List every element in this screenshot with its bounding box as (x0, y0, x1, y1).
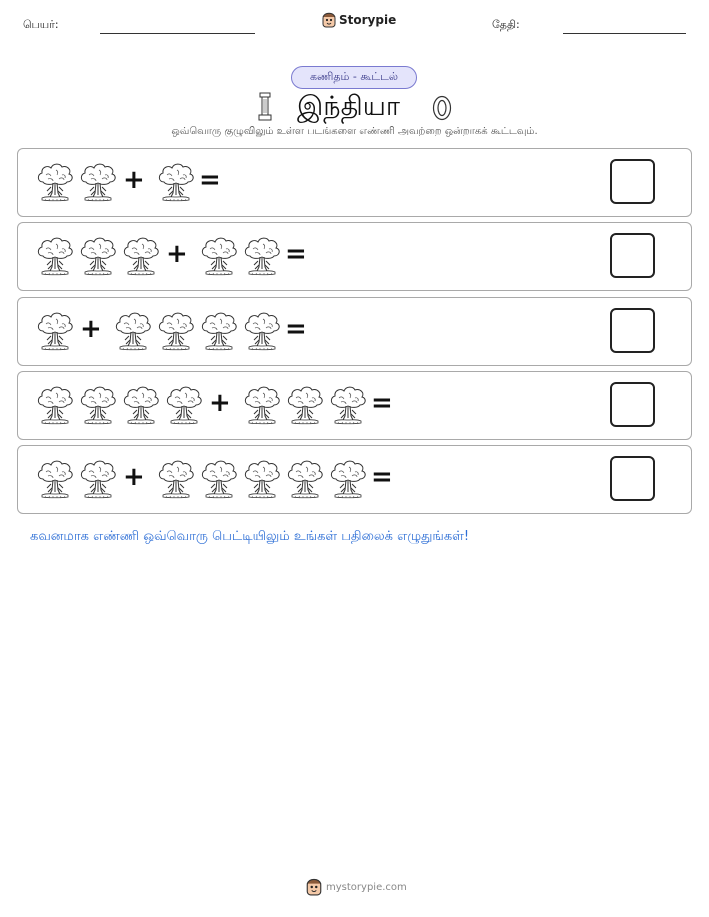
date-label: தேதி: (492, 18, 520, 31)
plus-sign: + (209, 387, 231, 418)
banyan-tree-icon (243, 235, 281, 277)
equals-sign: = (285, 313, 307, 344)
banyan-tree-icon (36, 235, 74, 277)
banyan-tree-icon (114, 310, 152, 352)
equals-sign: = (371, 462, 393, 493)
storypie-mascot-icon (306, 878, 322, 896)
banyan-tree-icon (243, 384, 281, 426)
problem-row (17, 297, 692, 366)
brand-name: Storypie (339, 13, 397, 27)
problem-row (17, 445, 692, 514)
zero-digit-icon (432, 95, 452, 121)
problem-row (17, 371, 692, 440)
banyan-tree-icon (200, 310, 238, 352)
banyan-tree-icon (122, 384, 160, 426)
problem-row (17, 222, 692, 291)
banyan-tree-icon (286, 458, 324, 500)
monument-pillar-icon (258, 92, 272, 122)
subject-badge (291, 66, 417, 89)
page-header (0, 0, 709, 50)
banyan-tree-icon (243, 458, 281, 500)
storypie-mascot-icon (322, 12, 336, 28)
banyan-tree-icon (36, 310, 74, 352)
footer-note: கவனமாக எண்ணி ஒவ்வொரு பெட்டியிலும் உங்கள் பதிலைக் எழுதுங்கள்! (30, 529, 470, 544)
equals-sign: = (371, 387, 393, 418)
banyan-tree-icon (36, 458, 74, 500)
banyan-tree-icon (200, 458, 238, 500)
name-label: பெயர்: (23, 18, 59, 31)
date-line[interactable] (563, 33, 686, 34)
banyan-tree-icon (157, 458, 195, 500)
banyan-tree-icon (36, 384, 74, 426)
subject-badge-label: கணிதம் - கூட்டல் (309, 70, 399, 83)
answer-box[interactable] (610, 456, 655, 501)
banyan-tree-icon (79, 384, 117, 426)
answer-box[interactable] (610, 233, 655, 278)
plus-sign: + (80, 313, 102, 344)
answer-box[interactable] (610, 382, 655, 427)
page-title: இந்தியா (297, 91, 400, 122)
instructions: ஒவ்வொரு குழுவிலும் உள்ள படங்களை எண்ணி அவற்றை ஒன்றாகக் கூட்டவும். (171, 126, 538, 137)
answer-box[interactable] (610, 159, 655, 204)
banyan-tree-icon (200, 235, 238, 277)
banyan-tree-icon (157, 310, 195, 352)
problem-row (17, 148, 692, 217)
banyan-tree-icon (157, 161, 195, 203)
banyan-tree-icon (243, 310, 281, 352)
title-row (0, 89, 709, 125)
banyan-tree-icon (79, 161, 117, 203)
name-line[interactable] (100, 33, 255, 34)
banyan-tree-icon (165, 384, 203, 426)
equals-sign: = (285, 239, 307, 270)
banyan-tree-icon (286, 384, 324, 426)
banyan-tree-icon (122, 235, 160, 277)
plus-sign: + (123, 462, 145, 493)
banyan-tree-icon (36, 161, 74, 203)
plus-sign: + (123, 165, 145, 195)
banyan-tree-icon (79, 235, 117, 277)
answer-box[interactable] (610, 308, 655, 353)
footer-url[interactable]: mystorypie.com (326, 881, 407, 893)
plus-sign: + (166, 239, 188, 270)
banyan-tree-icon (329, 458, 367, 500)
banyan-tree-icon (79, 458, 117, 500)
equals-sign: = (199, 165, 221, 195)
storypie-logo (322, 12, 396, 28)
banyan-tree-icon (329, 384, 367, 426)
page-footer (306, 878, 407, 896)
